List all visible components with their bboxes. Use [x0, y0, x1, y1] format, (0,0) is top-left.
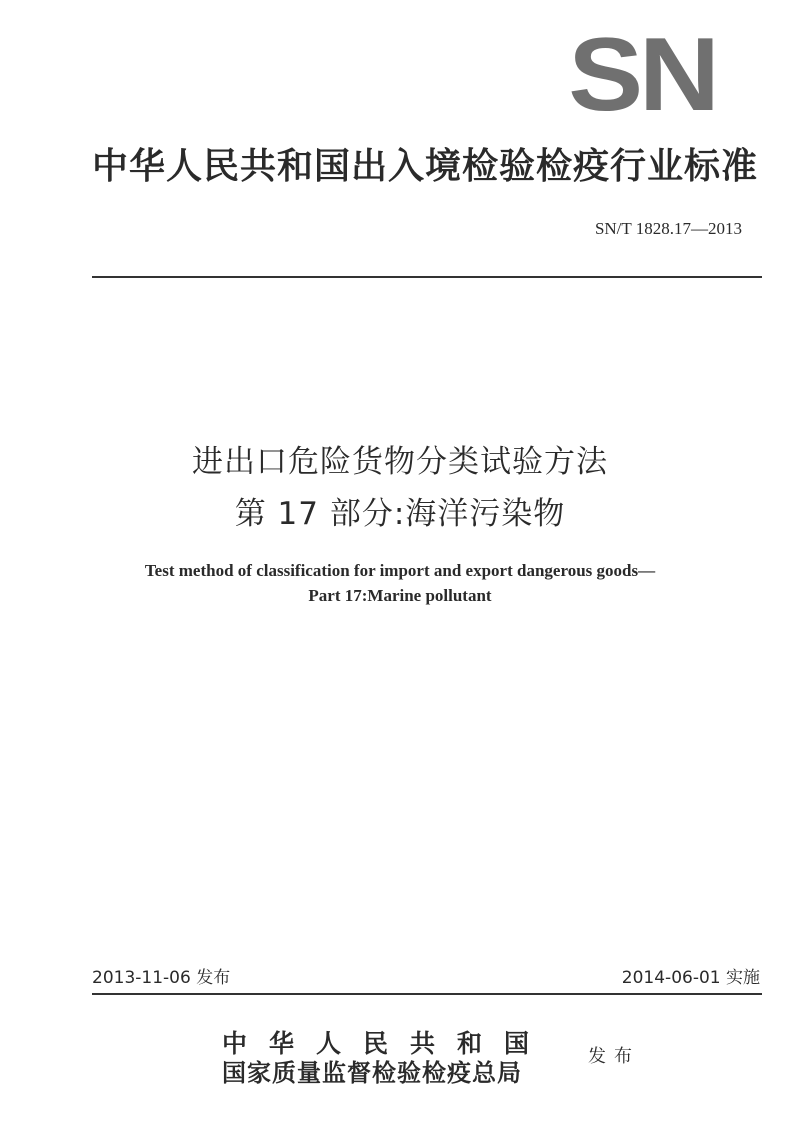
standard-number: SN/T 1828.17—2013: [594, 219, 742, 238]
sn-logo: SN: [568, 17, 716, 133]
chinese-title-line-2: 第 17 部分:海洋污染物: [234, 496, 566, 532]
issuer-agency: 国家质量监督检验检疫总局: [222, 1058, 522, 1087]
issue-label: 发布: [588, 1046, 640, 1067]
issue-date: 2013-11-06 发布: [92, 968, 231, 988]
english-title-line-2: Part 17:Marine pollutant: [308, 586, 492, 605]
bottom-divider: [92, 993, 762, 995]
implementation-date: 2014-06-01 实施: [621, 968, 760, 988]
chinese-title-line-1: 进出口危险货物分类试验方法: [192, 444, 608, 480]
english-title-line-1: Test method of classification for import and export dangerous goods—: [144, 561, 656, 580]
issuer-country: 中华人民共和国: [222, 1029, 552, 1058]
top-divider: [92, 276, 762, 278]
category-title: 中华人民共和国出入境检验检疫行业标准: [92, 146, 759, 187]
